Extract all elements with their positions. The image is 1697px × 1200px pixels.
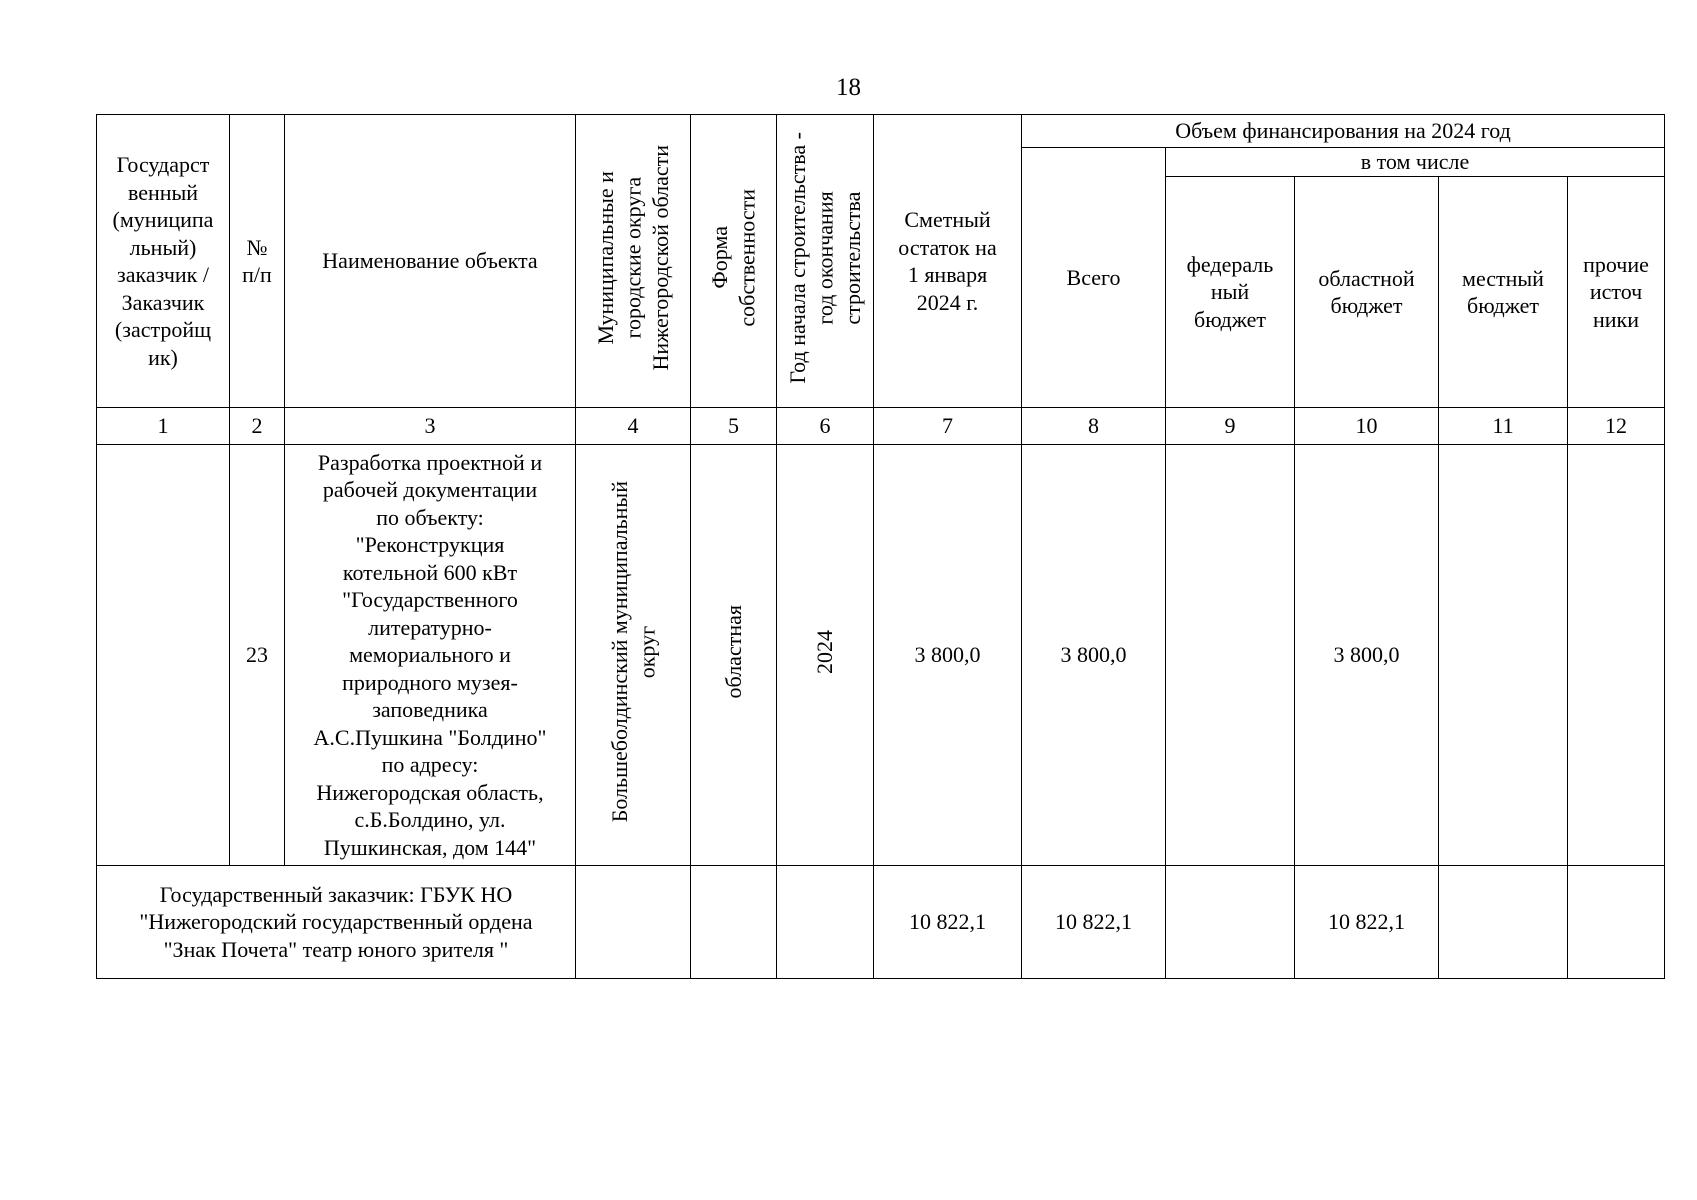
cell-years-text: 2024 — [812, 629, 838, 674]
column-number: 3 — [285, 408, 576, 445]
header-total: Всего — [1022, 148, 1166, 408]
total-estimate-balance: 10 822,1 — [874, 866, 1022, 979]
column-number: 2 — [230, 408, 285, 445]
column-number: 9 — [1166, 408, 1295, 445]
column-number: 1 — [97, 408, 230, 445]
column-number-row — [97, 408, 1665, 445]
cell-years — [777, 445, 874, 866]
total-label: Государственный заказчик: ГБУК НО "Нижегородский государственный ордена "Знак Почета" театр юного зрителя " — [97, 866, 576, 979]
column-number: 4 — [576, 408, 691, 445]
header-number: № п/п — [230, 115, 285, 408]
cell-estimate-balance: 3 800,0 — [874, 445, 1022, 866]
header-ownership-text: Форма собственности — [707, 188, 760, 327]
cell-object-name: Разработка проектной и рабочей документации по объекту: "Реконструкция котельной 600 кВт "Государственного литературно- мемориального и природного музея- заповедника А.С.Пушкина "Болдино" по адресу: Нижегородская область, с.Б.Болдино, ул. Пушкинская, дом 144" — [285, 445, 576, 866]
column-number: 12 — [1568, 408, 1665, 445]
financing-table — [96, 114, 1665, 979]
cell-number: 23 — [230, 445, 285, 866]
cell-ownership — [691, 445, 777, 866]
column-number: 5 — [691, 408, 777, 445]
total-total: 10 822,1 — [1022, 866, 1166, 979]
total-row — [97, 866, 1665, 979]
header-other: прочие источ ники — [1568, 177, 1665, 408]
column-number: 10 — [1295, 408, 1439, 445]
total-local — [1439, 866, 1568, 979]
header-customer: Государст венный (муниципа льный) заказчик / Заказчик (застройщ ик) — [97, 115, 230, 408]
header-federal: федераль ный бюджет — [1166, 177, 1295, 408]
cell-municipality — [576, 445, 691, 866]
column-number: 7 — [874, 408, 1022, 445]
header-ownership — [691, 115, 777, 408]
cell-other — [1568, 445, 1665, 866]
cell-municipality-text: Большеболдинский муниципальный округ — [606, 481, 659, 823]
total-regional: 10 822,1 — [1295, 866, 1439, 979]
cell-customer — [97, 445, 230, 866]
header-years-text: Год начала строительства - год окончания строительства — [784, 131, 865, 384]
total-other — [1568, 866, 1665, 979]
total-cell-years — [777, 866, 874, 979]
column-number: 8 — [1022, 408, 1166, 445]
header-local: местный бюджет — [1439, 177, 1568, 408]
header-financing-group: Объем финансирования на 2024 год — [1022, 115, 1665, 148]
total-cell-ownership — [691, 866, 777, 979]
cell-regional: 3 800,0 — [1295, 445, 1439, 866]
cell-federal — [1166, 445, 1295, 866]
page-number: 18 — [836, 74, 861, 101]
header-including: в том числе — [1166, 148, 1665, 177]
header-regional: областной бюджет — [1295, 177, 1439, 408]
column-number: 11 — [1439, 408, 1568, 445]
cell-total: 3 800,0 — [1022, 445, 1166, 866]
cell-local — [1439, 445, 1568, 866]
header-estimate-balance: Сметный остаток на 1 января 2024 г. — [874, 115, 1022, 408]
total-federal — [1166, 866, 1295, 979]
cell-ownership-text: областная — [720, 605, 746, 699]
total-cell-municipality — [576, 866, 691, 979]
header-municipality-text: Муниципальные и городские округа Нижегородской области — [592, 144, 673, 371]
table-row — [97, 445, 1665, 866]
header-object-name: Наименование объекта — [285, 115, 576, 408]
header-municipality — [576, 115, 691, 408]
header-row — [97, 115, 1665, 148]
column-number: 6 — [777, 408, 874, 445]
header-years — [777, 115, 874, 408]
